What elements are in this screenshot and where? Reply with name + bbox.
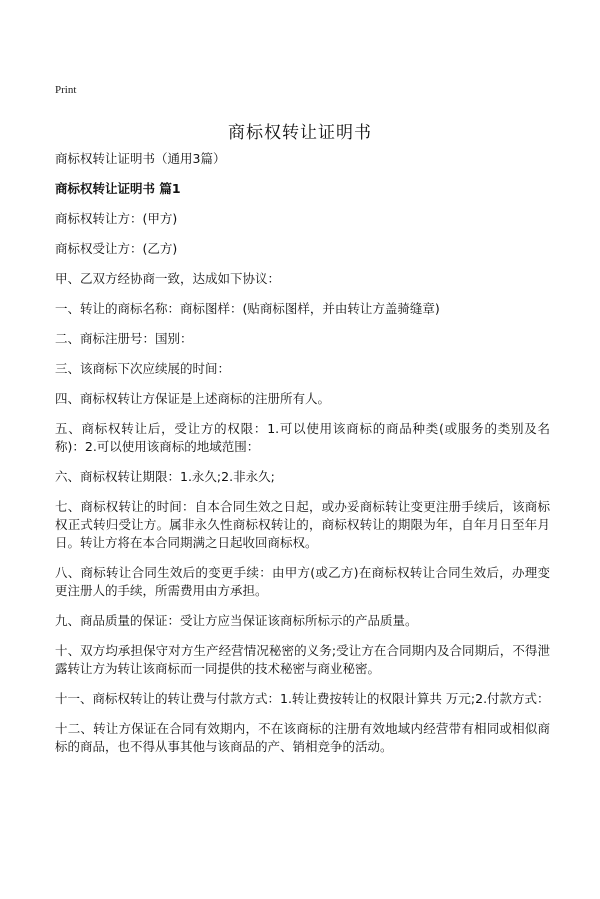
paragraph: 十、双方均承担保守对方生产经营情况秘密的义务;受让方在合同期内及合同期后，不得泄露转让方为转让该商标而一同提供的技术秘密与商业秘密。 — [55, 643, 550, 676]
paragraph: 五、商标权转让后，受让方的权限：1.可以使用该商标的商品种类(或服务的类别及名称)：2.可以使用该商标的地域范围： — [55, 421, 550, 454]
paragraph: 三、该商标下次应续展的时间： — [55, 361, 231, 376]
document-title: 商标权转让证明书 — [228, 123, 372, 143]
print-label: Print — [55, 84, 77, 96]
paragraph: 九、商品质量的保证：受让方应当保证该商标所标示的产品质量。 — [55, 613, 418, 628]
paragraph: 七、商标权转让的时间：自本合同生效之日起，或办妥商标转让变更注册手续后，该商标权正式转归受让方。属非永久性商标权转让的，商标权转让的期限为年，自年月日至年月日。转让方将在本合同期满之日起收回商标权。 — [55, 499, 550, 550]
section-heading: 商标权转让证明书 篇1 — [55, 181, 181, 196]
paragraph: 八、商标转让合同生效后的变更手续：由甲方(或乙方)在商标权转让合同生效后，办理变更注册人的手续，所需费用由方承担。 — [55, 565, 550, 598]
paragraph: 商标权转让方：(甲方) — [55, 211, 178, 226]
paragraph: 六、商标权转让期限：1.永久;2.非永久; — [55, 469, 275, 484]
document-body — [55, 150, 550, 768]
paragraph: 甲、乙双方经协商一致，达成如下协议： — [55, 271, 281, 286]
paragraph: 二、商标注册号：国别： — [55, 331, 193, 346]
paragraph: 商标权转让证明书（通用3篇） — [55, 151, 226, 166]
paragraph: 一、转让的商标名称：商标图样：(贴商标图样，并由转让方盖骑缝章) — [55, 301, 440, 316]
paragraph: 四、商标权转让方保证是上述商标的注册所有人。 — [55, 391, 331, 406]
paragraph: 商标权受让方：(乙方) — [55, 241, 178, 256]
paragraph: 十二、转让方保证在合同有效期内，不在该商标的注册有效地域内经营带有相同或相似商标的商品，也不得从事其他与该商品的产、销相竞争的活动。 — [55, 721, 550, 754]
paragraph: 十一、商标权转让的转让费与付款方式：1.转让费按转让的权限计算共 万元;2.付款方式： — [55, 691, 550, 706]
